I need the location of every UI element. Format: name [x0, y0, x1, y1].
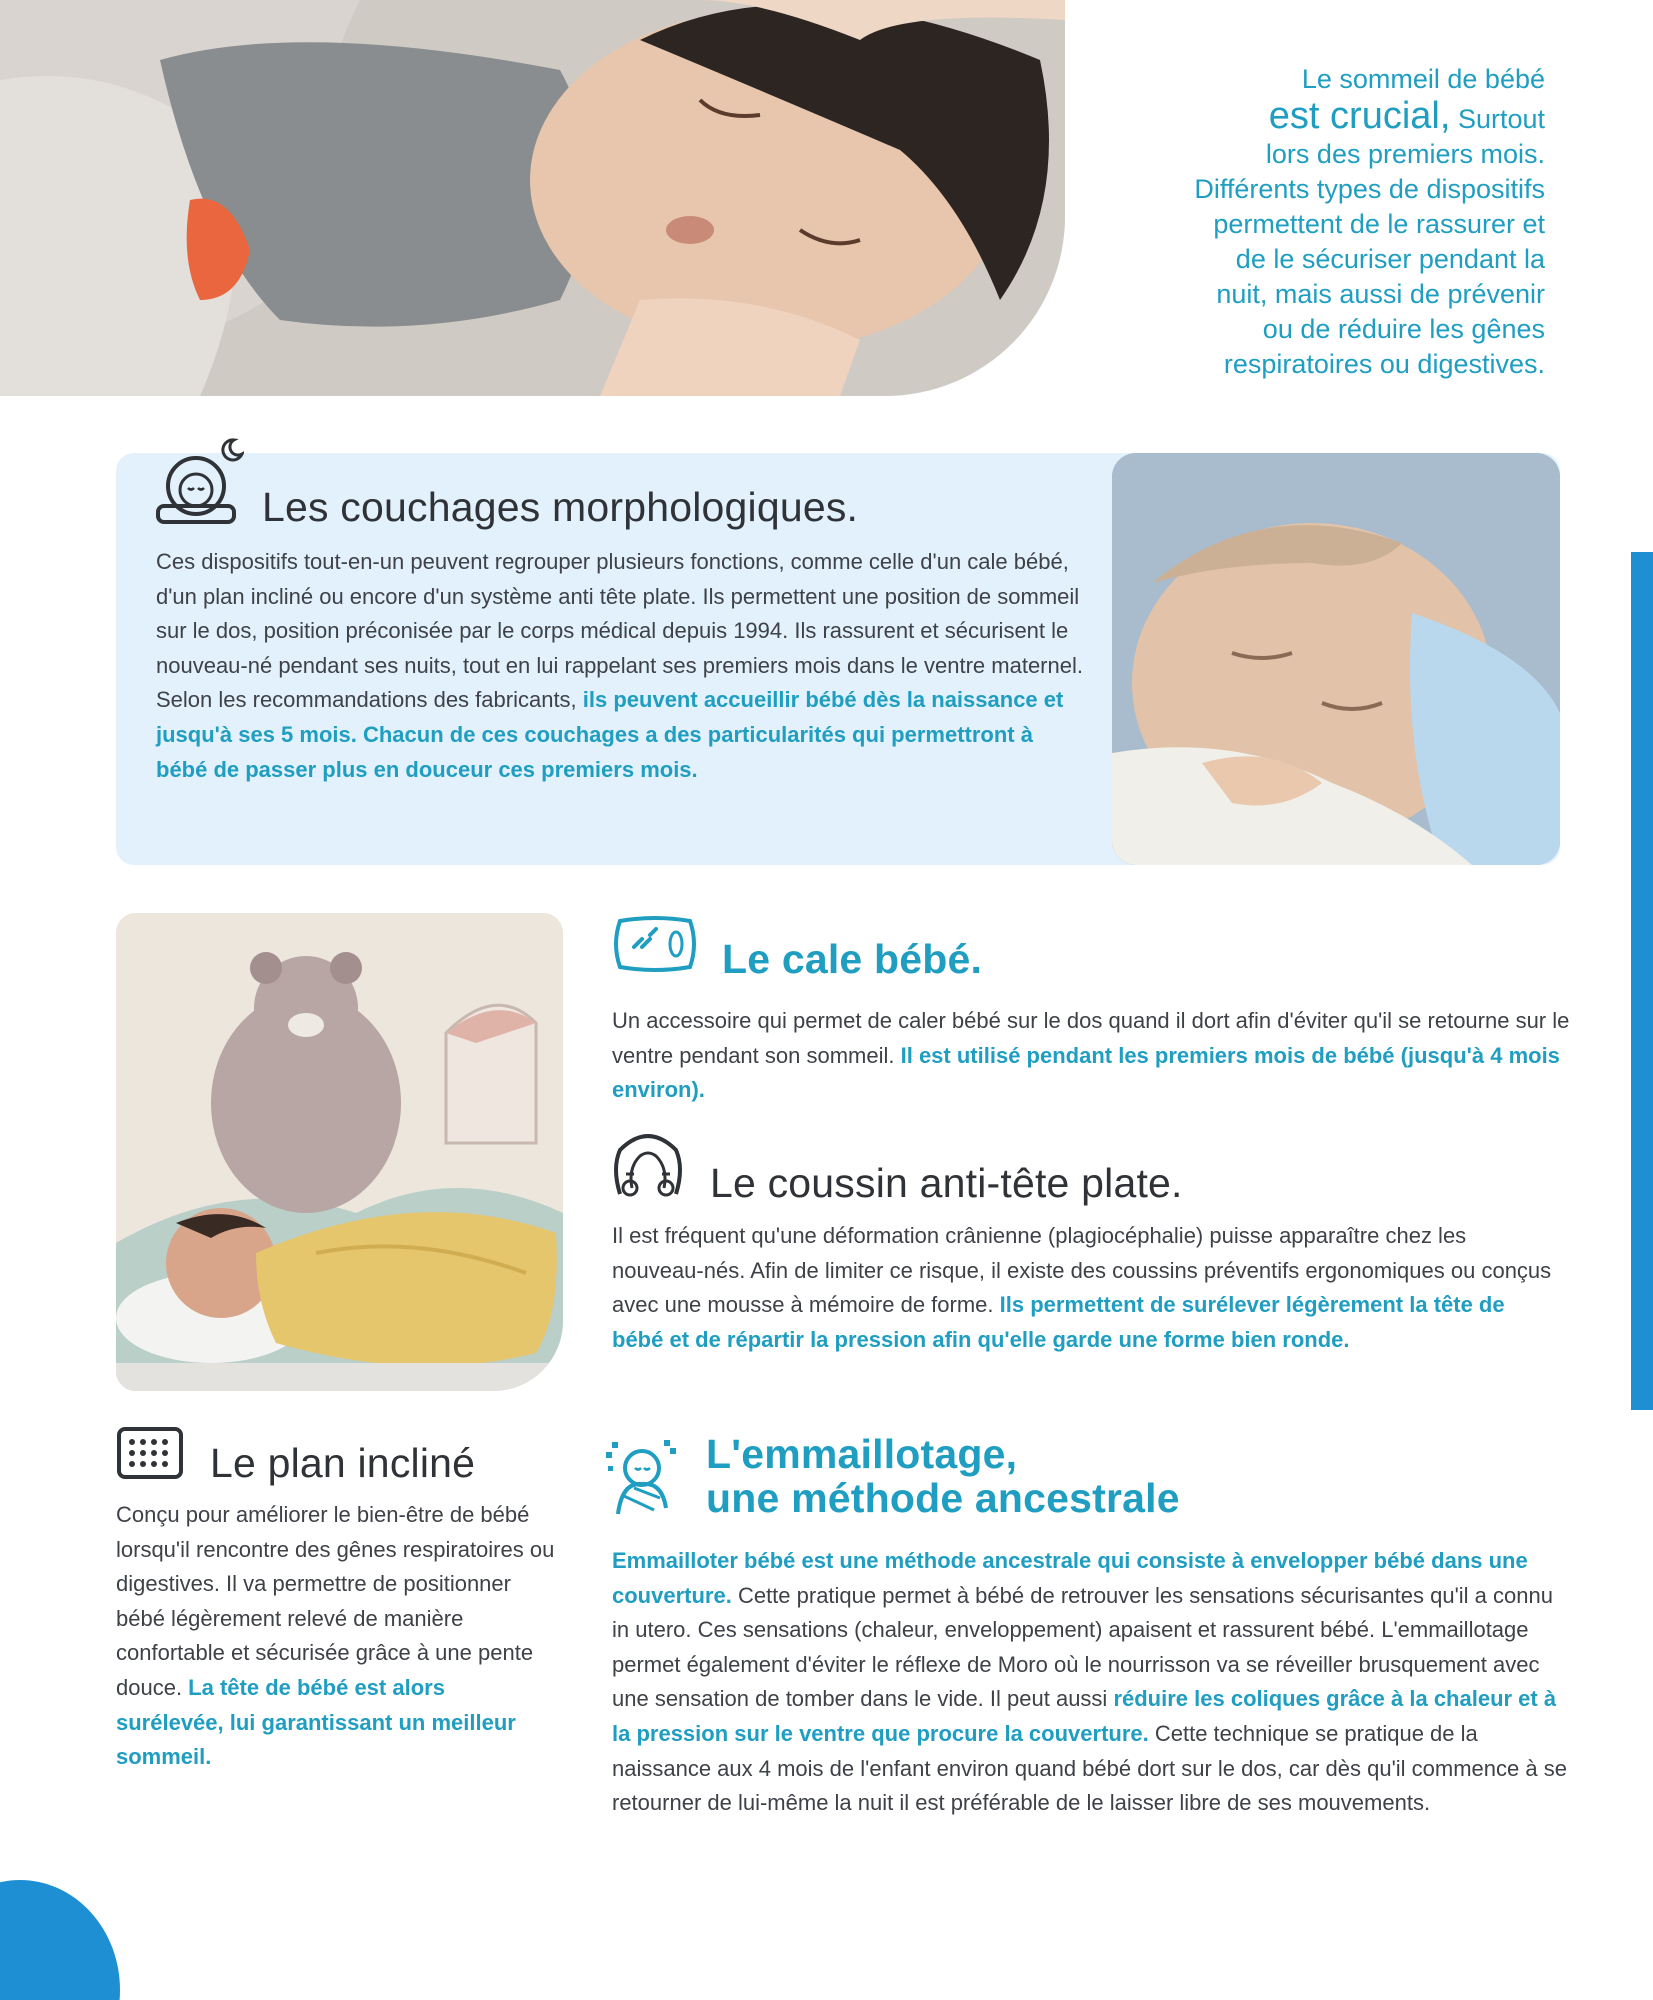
- morpho-title: Les couchages morphologiques.: [262, 484, 859, 530]
- intro-line-9: respiratoires ou digestives.: [1223, 349, 1545, 379]
- plan-text-highlight: La tête de bébé est alors surélevée, lui garantissant un meilleur sommeil.: [116, 1674, 516, 1770]
- anti-flat-head-pillow-icon: [610, 1128, 686, 1202]
- swaddled-baby-photo: [116, 913, 563, 1391]
- cale-text: [612, 1004, 1572, 1108]
- morpho-text: [156, 545, 1086, 787]
- emmaillotage-text-highlight-2: réduire les coliques grâce à la chaleur et à la pression sur le ventre que procure la couverture.: [612, 1686, 1557, 1746]
- swaddled-baby-icon: [604, 1438, 680, 1518]
- emmaillotage-title-line2: une méthode ancestrale: [706, 1475, 1180, 1521]
- cale-text-plain: Un accessoire qui permet de caler bébé sur le dos quand il dort afin d'éviter qu'il se retourne sur le ventre pendant son sommeil.: [612, 1008, 1570, 1068]
- plan-text: [116, 1498, 556, 1775]
- intro-line-5: permettent de le rassurer et: [1213, 209, 1545, 239]
- cale-text-highlight: Il est utilisé pendant les premiers mois de bébé (jusqu'à 4 mois environ).: [612, 1042, 1560, 1103]
- emmaillotage-text-plain-2: Cette technique se pratique de la naissance aux 4 mois de l'enfant environ quand bébé dort sur le dos, car dès qu'il commence à se retourner de lui-même la nuit il est préférable de le laisser libre de ses mouvements.: [612, 1720, 1567, 1816]
- right-edge-bar: [1631, 552, 1653, 1410]
- inclined-mattress-icon: [116, 1426, 184, 1480]
- emmaillotage-text-highlight-1: Emmailloter bébé est une méthode ancestrale qui consiste à envelopper bébé dans une couverture.: [612, 1548, 1528, 1608]
- morpho-text-highlight: ils peuvent accueillir bébé dès la naissance et jusqu'à ses 5 mois. Chacun de ces couchages a des particularités qui permettront à bébé de passer plus en douceur ces premiers mois.: [156, 687, 1064, 782]
- morpho-text-plain: Ces dispositifs tout-en-un peuvent regrouper plusieurs fonctions, comme celle d'un cale bébé, d'un plan incliné ou encore d'un système anti tête plate. Ils permettent une position de sommeil sur le dos, position préconisée par le corps médical depuis 1994. Ils rassurent et sécurisent le nouveau-né pendant ses nuits, tout en lui rappelant ses premiers mois dans le ventre maternel. Selon les recommandations des fabricants,: [156, 549, 1083, 713]
- coussin-text-highlight: Ils permettent de surélever légèrement la tête de bébé et de répartir la pression afin qu'elle garde une forme bien ronde.: [612, 1292, 1505, 1352]
- intro-crucial: est crucial,: [1268, 95, 1451, 137]
- emmaillotage-title-line1: L'emmaillotage,: [706, 1431, 1018, 1477]
- intro-line-6: de le sécuriser pendant la: [1235, 244, 1545, 274]
- intro-line-2: [1075, 97, 1545, 137]
- coussin-text: [612, 1219, 1562, 1357]
- cale-title: Le cale bébé.: [722, 936, 983, 982]
- emmaillotage-text: [612, 1544, 1572, 1821]
- intro-line-3: lors des premiers mois.: [1265, 139, 1545, 169]
- wedge-pillow-icon: [612, 913, 698, 975]
- sleeping-cushion-moon-icon: [154, 436, 244, 528]
- morpho-photo-newborn: [1112, 453, 1560, 865]
- hero-photo-sleeping-toddler: [0, 0, 1065, 396]
- coussin-text-plain: Il est fréquent qu'une déformation crânienne (plagiocéphalie) puisse apparaître chez les nouveau-nés. Afin de limiter ce risque, il existe des coussins préventifs ergonomiques ou conçus avec une mousse à mémoire de forme.: [612, 1223, 1552, 1318]
- intro-line-7: nuit, mais aussi de prévenir: [1216, 279, 1545, 309]
- intro-surtout: Surtout: [1457, 104, 1545, 134]
- intro-text: [1075, 62, 1545, 382]
- emmaillotage-text-plain-1: Cette pratique permet à bébé de retrouver les sensations sécurisantes qu'il a connu in utero. Ces sensations (chaleur, enveloppement) apaisent et rassurent bébé. L'emmaillotage permet également d'éviter le réflexe de Moro où le nourrisson va se réveiller brusquement avec une sensation de tomber dans le vide. Il peut aussi: [612, 1582, 1553, 1712]
- intro-line-1: Le sommeil de bébé: [1301, 64, 1545, 94]
- intro-line-4: Différents types de dispositifs: [1194, 174, 1545, 204]
- intro-line-8: ou de réduire les gênes: [1262, 314, 1545, 344]
- plan-text-plain: Conçu pour améliorer le bien-être de bébé lorsqu'il rencontre des gênes respiratoires ou digestives. Il va permettre de positionner bébé légèrement relevé de manière confortable et sécurisée grâce à une pente douce.: [116, 1502, 555, 1700]
- coussin-title: Le coussin anti-tête plate.: [710, 1160, 1183, 1206]
- bottom-left-corner-blob: [0, 1880, 120, 2000]
- plan-title: Le plan incliné: [210, 1440, 476, 1486]
